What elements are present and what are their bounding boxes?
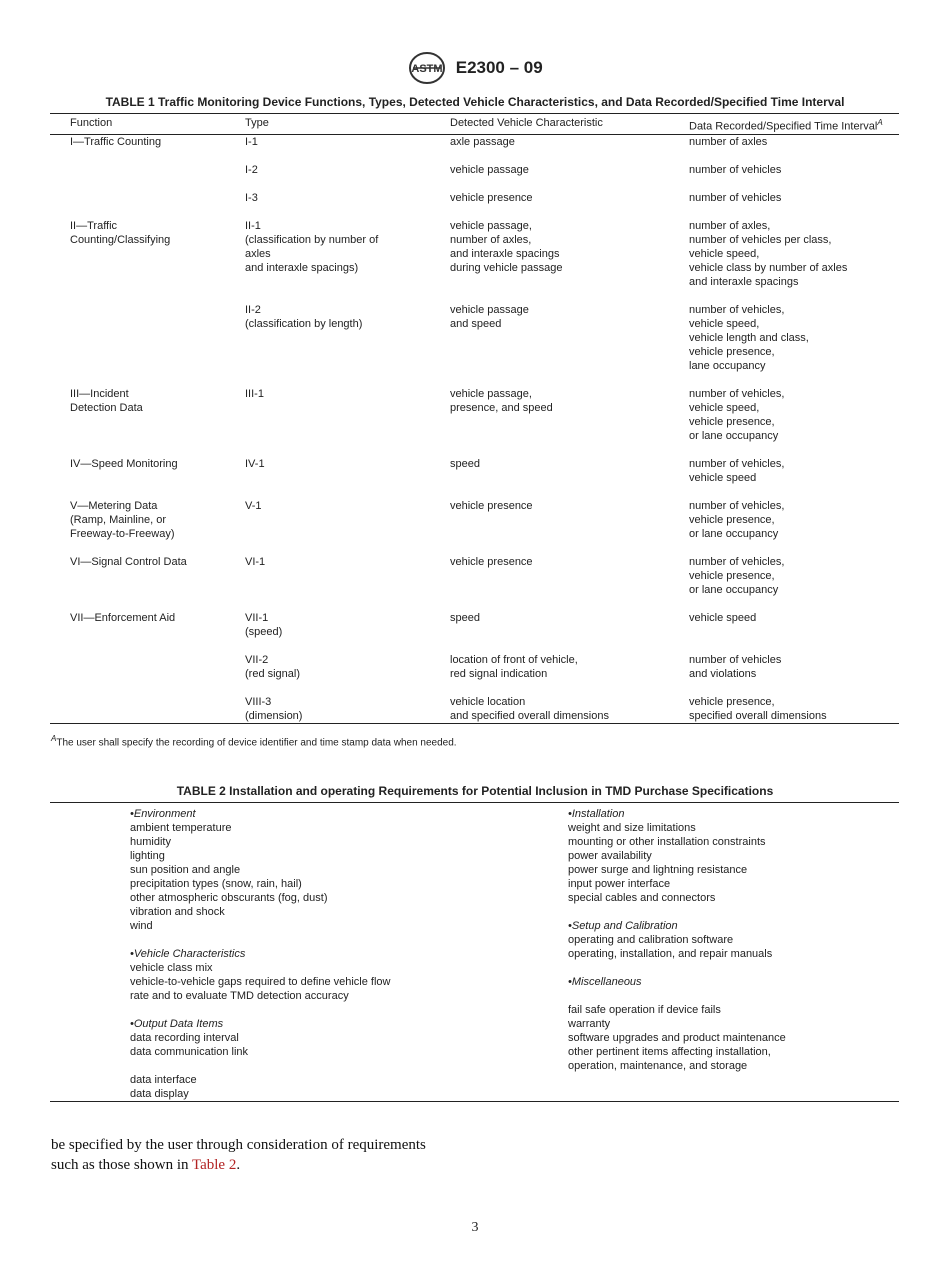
list-item bbox=[130, 1059, 390, 1073]
section-heading: •Output Data Items bbox=[130, 1018, 224, 1030]
table2 bbox=[50, 802, 899, 1102]
list-item: mounting or other installation constraints bbox=[568, 836, 766, 848]
table-row bbox=[50, 219, 899, 289]
svg-text:ASTM: ASTM bbox=[411, 63, 443, 75]
list-item: other atmospheric obscurants (fog, dust) bbox=[130, 892, 328, 904]
table1-header-row bbox=[50, 114, 899, 135]
table1-cell-type: II-2 (classification by length) bbox=[245, 303, 363, 330]
document-id: E2300 – 09 bbox=[455, 58, 543, 77]
list-item: vibration and shock bbox=[130, 906, 225, 918]
list-item: weight and size limitations bbox=[568, 822, 696, 834]
row-spacer bbox=[50, 597, 899, 611]
list-item: warranty bbox=[568, 1018, 611, 1030]
section-heading: •Environment bbox=[130, 808, 196, 820]
table-row bbox=[50, 387, 899, 443]
list-item: software upgrades and product maintenance bbox=[568, 1032, 786, 1044]
table1-header-data: Data Recorded/Specified Time Interval$^A$ bbox=[689, 118, 883, 133]
table1-cell-characteristic: speed bbox=[450, 611, 480, 624]
table-row bbox=[50, 191, 899, 205]
table-row bbox=[50, 163, 899, 177]
list-item: vehicle-to-vehicle gaps required to define vehicle flow bbox=[130, 976, 391, 988]
list-item: operating, installation, and repair manuals bbox=[568, 948, 773, 960]
row-spacer bbox=[50, 639, 899, 653]
table1-cell-type: VI-1 bbox=[245, 555, 266, 568]
row-spacer bbox=[50, 289, 899, 303]
row-spacer bbox=[50, 373, 899, 387]
row-spacer bbox=[50, 541, 899, 555]
table1-cell-type: VII-1 (speed) bbox=[245, 611, 283, 638]
list-item: other pertinent items affecting installation, bbox=[568, 1046, 771, 1058]
table1 bbox=[50, 113, 899, 724]
table1-cell-data: number of vehicles bbox=[689, 163, 782, 176]
table1-cell-characteristic: vehicle presence bbox=[450, 555, 533, 568]
list-item bbox=[568, 961, 786, 975]
table1-cell-data: number of vehicles, vehicle presence, or lane occupancy bbox=[689, 555, 785, 596]
table-row bbox=[50, 499, 899, 541]
table1-cell-characteristic: vehicle passage and speed bbox=[450, 303, 529, 330]
list-item: special cables and connectors bbox=[568, 892, 716, 904]
table1-footnote: $^A$The user shall specify the recording of device identifier and time stamp data when needed. bbox=[51, 734, 457, 749]
list-item: power surge and lightning resistance bbox=[568, 864, 748, 876]
page-number: 3 bbox=[471, 1220, 479, 1235]
table1-cell-type: II-1 (classification by number of axles and interaxle spacings) bbox=[245, 219, 379, 274]
table1-cell-characteristic: speed bbox=[450, 457, 480, 470]
page-header bbox=[0, 50, 950, 86]
table1-cell-type: III-1 bbox=[245, 387, 264, 400]
table1-cell-characteristic: vehicle passage, presence, and speed bbox=[450, 387, 553, 414]
list-item: wind bbox=[130, 920, 153, 932]
table-row bbox=[50, 134, 899, 149]
table1-cell-characteristic: vehicle location and specified overall dimensions bbox=[450, 695, 609, 722]
table2-link[interactable]: Table 2 bbox=[191, 1157, 237, 1173]
table1-cell-function: VI—Signal Control Data bbox=[70, 555, 187, 568]
list-item bbox=[568, 989, 786, 1003]
table1-cell-characteristic: vehicle presence bbox=[450, 191, 533, 204]
table1-header-characteristic: Detected Vehicle Characteristic bbox=[450, 117, 603, 129]
table1-cell-data: number of vehicles, vehicle speed, vehicle presence, or lane occupancy bbox=[689, 387, 785, 442]
row-spacer bbox=[50, 443, 899, 457]
table1-cell-characteristic: location of front of vehicle, red signal indication bbox=[450, 653, 578, 680]
astm-logo-icon bbox=[407, 50, 447, 86]
table1-cell-characteristic: axle passage bbox=[450, 135, 515, 148]
table1-cell-function: VII—Enforcement Aid bbox=[70, 611, 176, 624]
table1-cell-function bbox=[50, 303, 245, 373]
table1-cell-type: VII-2 (red signal) bbox=[245, 653, 301, 680]
table1-cell-function: II—Traffic Counting/Classifying bbox=[70, 219, 171, 246]
table1-cell-data: number of vehicles and violations bbox=[689, 653, 782, 680]
table1-cell-function bbox=[50, 653, 245, 681]
list-item bbox=[130, 933, 390, 947]
table2-caption: TABLE 2 Installation and operating Requirements for Potential Inclusion in TMD Purchase Specifications bbox=[176, 784, 774, 798]
table1-cell-characteristic: vehicle passage, number of axles, and interaxle spacings during vehicle passage bbox=[450, 219, 563, 274]
list-item bbox=[568, 905, 786, 919]
list-item: data interface bbox=[130, 1074, 197, 1086]
table1-cell-data: number of axles bbox=[689, 135, 768, 148]
body-paragraph bbox=[51, 1135, 426, 1175]
table1-cell-function: V—Metering Data (Ramp, Mainline, or Freeway-to-Freeway) bbox=[70, 499, 175, 540]
table1-cell-function bbox=[50, 163, 245, 177]
table1-cell-function bbox=[50, 695, 245, 724]
table1-cell-data: number of vehicles, vehicle speed bbox=[689, 457, 785, 484]
table1-cell-type: I-3 bbox=[245, 191, 258, 204]
row-spacer bbox=[50, 681, 899, 695]
table-row bbox=[50, 695, 899, 724]
list-item: data recording interval bbox=[130, 1032, 239, 1044]
table1-header-type: Type bbox=[245, 117, 269, 129]
table1-cell-type: I-1 bbox=[245, 135, 258, 148]
list-item: data display bbox=[130, 1088, 189, 1100]
list-item: power availability bbox=[568, 850, 652, 862]
table-row bbox=[50, 555, 899, 597]
table1-cell-data: number of vehicles bbox=[689, 191, 782, 204]
table1-cell-data: vehicle speed bbox=[689, 611, 757, 624]
list-item: data communication link bbox=[130, 1046, 249, 1058]
list-item: fail safe operation if device fails bbox=[568, 1004, 721, 1016]
row-spacer bbox=[50, 149, 899, 163]
list-item: operating and calibration software bbox=[568, 934, 734, 946]
table1-cell-type: IV-1 bbox=[245, 457, 265, 470]
table2-left-column bbox=[130, 807, 390, 1101]
list-item: sun position and angle bbox=[130, 864, 241, 876]
table1-cell-function: I—Traffic Counting bbox=[70, 135, 162, 148]
table1-cell-type: VIII-3 (dimension) bbox=[245, 695, 303, 722]
list-item: input power interface bbox=[568, 878, 671, 890]
list-item: precipitation types (snow, rain, hail) bbox=[130, 878, 302, 890]
section-heading: •Miscellaneous bbox=[568, 976, 642, 988]
table-row bbox=[50, 611, 899, 639]
list-item: operation, maintenance, and storage bbox=[568, 1060, 748, 1072]
table1-cell-function: III—Incident Detection Data bbox=[70, 387, 143, 414]
row-spacer bbox=[50, 485, 899, 499]
table1-cell-function bbox=[50, 191, 245, 205]
table1-cell-characteristic: vehicle presence bbox=[450, 499, 533, 512]
list-item: lighting bbox=[130, 850, 165, 862]
table1-cell-data: number of vehicles, vehicle presence, or lane occupancy bbox=[689, 499, 785, 540]
row-spacer bbox=[50, 205, 899, 219]
table1-cell-data: number of axles, number of vehicles per class, vehicle speed, vehicle class by number of axles and interaxle spacings bbox=[689, 219, 848, 288]
section-heading: •Vehicle Characteristics bbox=[130, 948, 246, 960]
table1-cell-characteristic: vehicle passage bbox=[450, 163, 529, 176]
table1-cell-data: number of vehicles, vehicle speed, vehicle length and class, vehicle presence, lane occupancy bbox=[689, 303, 809, 372]
list-item bbox=[130, 1003, 390, 1017]
table1-cell-type: I-2 bbox=[245, 163, 258, 176]
table-row bbox=[50, 303, 899, 373]
table2-right-column bbox=[568, 807, 786, 1073]
table1-cell-data: vehicle presence, specified overall dimensions bbox=[689, 695, 827, 722]
table1-cell-function: IV—Speed Monitoring bbox=[70, 457, 178, 470]
table1-cell-type: V-1 bbox=[245, 499, 262, 512]
body-line: such as those shown in Table 2. bbox=[51, 1157, 241, 1173]
body-line: be specified by the user through consideration of requirements bbox=[51, 1137, 426, 1153]
list-item: humidity bbox=[130, 836, 171, 848]
list-item: rate and to evaluate TMD detection accuracy bbox=[130, 990, 349, 1002]
table-row bbox=[50, 653, 899, 681]
list-item: vehicle class mix bbox=[130, 962, 213, 974]
table1-header-function: Function bbox=[70, 117, 113, 129]
table1-caption: TABLE 1 Traffic Monitoring Device Functions, Types, Detected Vehicle Characteristics, and Data Recorded/Specified Time Interval bbox=[105, 95, 845, 109]
table-row bbox=[50, 457, 899, 485]
section-heading: •Installation bbox=[568, 808, 625, 820]
list-item: ambient temperature bbox=[130, 822, 232, 834]
section-heading: •Setup and Calibration bbox=[568, 920, 678, 932]
row-spacer bbox=[50, 177, 899, 191]
